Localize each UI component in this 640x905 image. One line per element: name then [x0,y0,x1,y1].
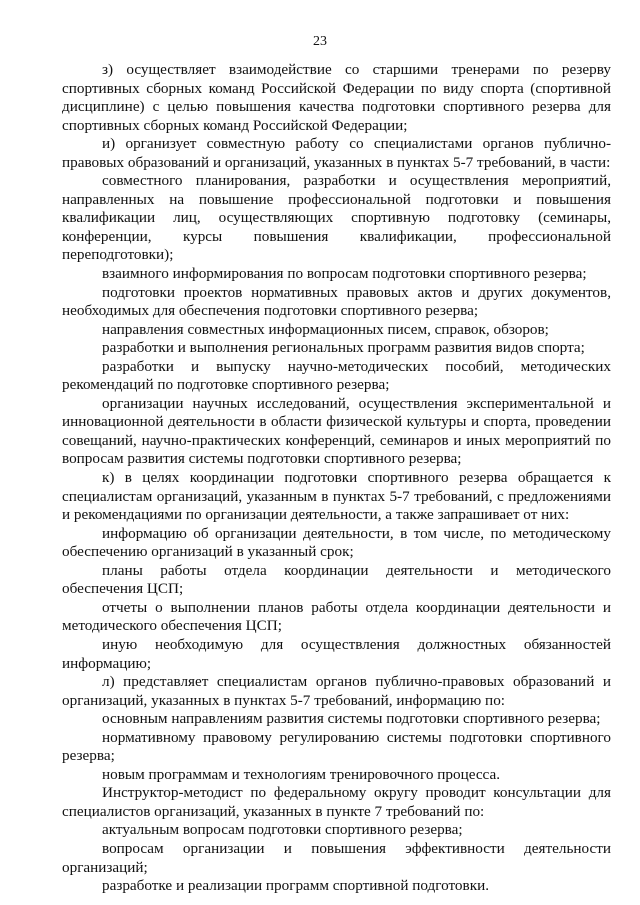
paragraph-new-programs: новым программам и технологиям тренировочного процесса. [102,765,501,783]
paragraph-draft-acts: подготовки проектов нормативных правовых актов и других документов, необходимых для обеспечения подготовки спортивного резерва; [62,283,611,320]
paragraph-i: и) организует совместную работу со специалистами органов публично-правовых образований и организаций, указанных в пунктах 5-7 требований, в части: [62,135,611,171]
paragraph-l: л) представляет специалистам органов публично-правовых образований и организаций, указанных в пунктах 5-7 требований, информацию по: [62,673,611,709]
paragraph-z: з) осуществляет взаимодействие со старшими тренерами по резерву спортивных сборных команд Российской Федерации по виду спорта (спортивной дисциплине) с целью повышения качества подготовки спортивного резерва для спортивных сборных команд Российской Федерации; [62,61,611,134]
paragraph-joint-planning: совместного планирования, разработки и осуществления мероприятий, направленных на повышение профессиональной подготовки и повышения квалификации лиц, осуществляющих спортивную подготовку (семинары, конференции, курсы повышения квалификации, профессиональной переподготовки); [62,172,611,264]
document-body [62,61,611,896]
paragraph-k: к) в целях координации подготовки спортивного резерва обращается к специалистам организаций, указанным в пунктах 5-7 требований, с предложениями и рекомендациями по организации деятельности, а также запрашивает от них: [62,469,611,524]
paragraph-regulation: нормативному правовому регулированию системы подготовки спортивного резерва; [62,728,611,765]
paragraph-mutual-informing: взаимного информирования по вопросам подготовки спортивного резерва; [102,265,587,283]
paragraph-regional-programs: разработки и выполнения региональных программ развития видов спорта; [102,339,585,357]
paragraph-org-info: информацию об организации деятельности, в том числе, по методическому обеспечению организаций в указанный срок; [62,524,611,561]
paragraph-methodical-manuals: разработки и выпуску научно-методических пособий, методических рекомендаций по подготовке спортивного резерва; [62,357,611,394]
paragraph-joint-letters: направления совместных информационных писем, справок, обзоров; [102,320,549,338]
paragraph-reports: отчеты о выполнении планов работы отдела координации деятельности и методического обеспечения ЦСП; [62,598,611,635]
paragraph-program-development: разработке и реализации программ спортивной подготовки. [102,877,490,895]
paragraph-other-info: иную необходимую для осуществления должностных обязанностей информацию; [62,635,611,672]
page-number: 23 [313,34,327,49]
paragraph-instructor-consultations: Инструктор-методист по федеральному округу проводит консультации для специалистов организаций, указанных в пункте 7 требований по: [62,784,611,820]
paragraph-work-plans: планы работы отдела координации деятельности и методического обеспечения ЦСП; [62,561,611,598]
paragraph-research: организации научных исследований, осуществления экспериментальной и инновационной деятельности в области физической культуры и спорта, проведении совещаний, научно-практических конференций, семинаров и иных мероприятий по вопросам развития системы подготовки спортивного резерва; [62,394,611,468]
paragraph-main-directions: основным направлениям развития системы подготовки спортивного резерва; [102,710,601,728]
paragraph-topical-issues: актуальным вопросам подготовки спортивного резерва; [102,821,463,839]
paragraph-efficiency: вопросам организации и повышения эффективности деятельности организаций; [62,839,611,876]
